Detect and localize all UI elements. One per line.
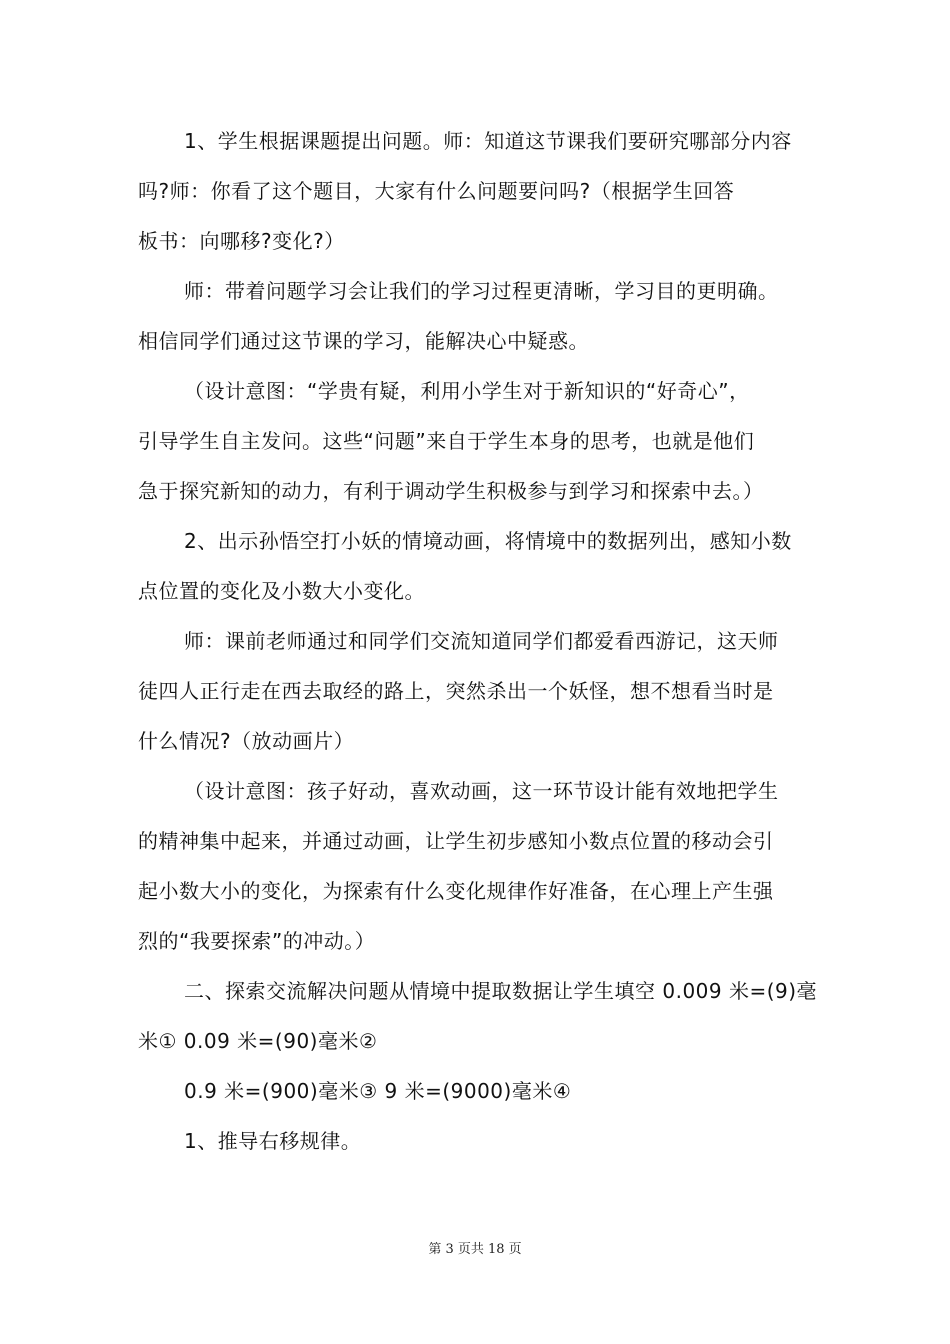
text-line: 急于探究新知的动力，有利于调动学生积极参与到学习和探索中去。）: [138, 479, 764, 503]
text-line: 的精神集中起来，并通过动画，让学生初步感知小数点位置的移动会引: [138, 829, 774, 853]
text-line: 烈的“我要探索”的冲动。）: [138, 929, 376, 953]
paragraph-teacher-story: [138, 616, 818, 766]
page-number-footer: 第 3 页共 18 页: [428, 1242, 522, 1257]
text-line: （设计意图：孩子好动，喜欢动画，这一环节设计能有效地把学生: [184, 779, 779, 803]
text-line: 相信同学们通过这节课的学习，能解决心中疑惑。: [138, 329, 589, 353]
text-line: 师：带着问题学习会让我们的学习过程更清晰，学习目的更明确。: [184, 279, 779, 303]
paragraph-design-intent-1: [138, 366, 818, 516]
text-line: 什么情况?（放动画片）: [138, 729, 355, 753]
paragraph-right-shift-rule: [138, 1116, 818, 1166]
text-line: 徒四人正行走在西去取经的路上，突然杀出一个妖怪，想不想看当时是: [138, 679, 774, 703]
text-line: 米① 0.09 米=(90)毫米②: [138, 1029, 378, 1053]
paragraph-section-two: [138, 966, 818, 1066]
paragraph-student-questions: [138, 116, 818, 266]
paragraph-design-intent-2: [138, 766, 818, 966]
text-line: 起小数大小的变化，为探索有什么变化规律作好准备，在心理上产生强: [138, 879, 774, 903]
text-line: 二、探索交流解决问题从情境中提取数据让学生填空 0.009 米=(9)毫: [184, 979, 818, 1003]
paragraph-teacher-remark: [138, 266, 818, 366]
text-line: （设计意图：“学贵有疑，利用小学生对于新知识的“好奇心”，: [184, 379, 750, 403]
text-line: 引导学生自主发问。这些“问题”来自于学生本身的思考，也就是他们: [138, 429, 755, 453]
paragraph-conversions: [138, 1066, 818, 1116]
text-line: 点位置的变化及小数大小变化。: [138, 579, 425, 603]
text-line: 1、推导右移规律。: [184, 1129, 362, 1153]
text-line: 吗?师：你看了这个题目，大家有什么问题要问吗?（根据学生回答: [138, 179, 735, 203]
text-line: 1、学生根据课题提出问题。师：知道这节课我们要研究哪部分内容: [184, 129, 792, 153]
text-line: 2、出示孙悟空打小妖的情境动画，将情境中的数据列出，感知小数: [184, 529, 792, 553]
text-line: 0.9 米=(900)毫米③ 9 米=(9000)毫米④: [184, 1079, 572, 1103]
paragraph-animation-step: [138, 516, 818, 616]
document-body: [138, 116, 818, 1166]
text-line: 师：课前老师通过和同学们交流知道同学们都爱看西游记，这天师: [184, 629, 779, 653]
text-line: 板书：向哪移?变化?）: [138, 229, 345, 253]
